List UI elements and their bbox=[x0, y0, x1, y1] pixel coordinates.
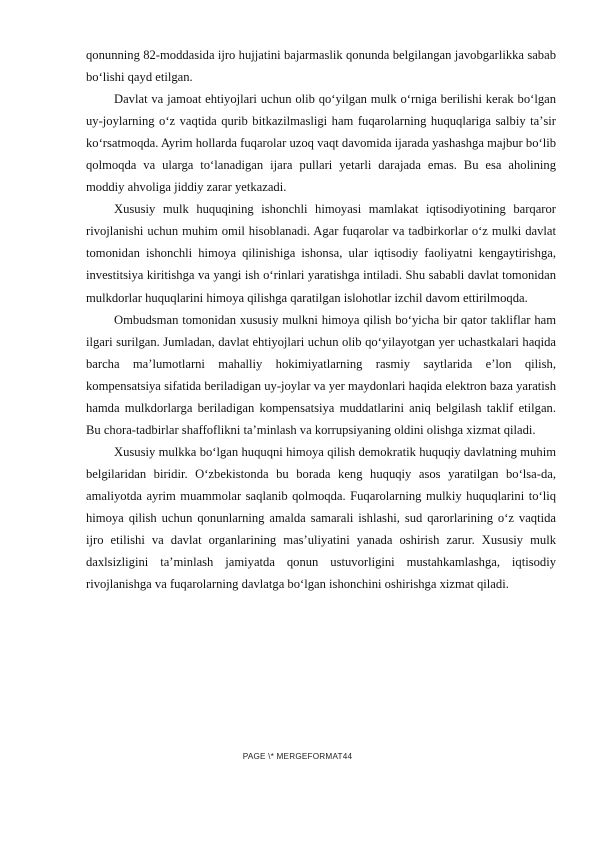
paragraph-2: Davlat va jamoat ehtiyojlari uchun olib qoʻyilgan mulk oʻrniga berilishi kerak boʻlgan uy-joylarning oʻz vaqtida qurib bitkazilmasligi ham fuqarolarning huquqlariga salbiy taʼsir koʻrsatmoqda. Ayrim hollarda fuqarolar uzoq vaqt davomida ijarada yashashga majbur boʻlib qolmoqda va ularga toʻlanadigan ijara pullari yetarli darajada emas. Bu esa aholining moddiy ahvoliga jiddiy zarar yetkazadi. bbox=[86, 92, 556, 195]
paragraph-1: qonunning 82-moddasida ijro hujjatini bajarmaslik qonunda belgilangan javobgarlikka sabab boʻlishi qayd etilgan. bbox=[86, 48, 556, 85]
paragraph-5: Xususiy mulkka boʻlgan huquqni himoya qilish demokratik huquqiy davlatning muhim belgilaridan biridir. Oʻzbekistonda bu borada keng huquqiy asos yaratilgan boʻlsa-da, amaliyotda ayrim muammolar saqlanib qolmoqda. Fuqarolarning mulkiy huquqlarini toʻliq himoya qilish uchun qonunlarning amalda samarali ishlashi, sud qarorlarining oʻz vaqtida ijro etilishi va davlat organlarining masʼuliyatini yanada oshirish zarur. Xususiy mulk daxlsizligini taʼminlash jamiyatda qonun ustuvorligini mustahkamlashga, iqtisodiy rivojlanishga va fuqarolarning davlatga boʻlgan ishonchini oshirishga xizmat qiladi. bbox=[86, 444, 556, 592]
paragraph-3: Xususiy mulk huquqining ishonchli himoyasi mamlakat iqtisodiyotining barqaror rivojlanishi uchun muhim omil hisoblanadi. Agar fuqarolar va tadbirkorlar oʻz mulki davlat tomonidan ishonchli himoya qilinishiga ishonsa, ular iqtisodiy faoliyatni kengaytirishga, investitsiya kiritishga va yangi ish oʻrinlari yaratishga intiladi. Shu sababli davlat tomonidan mulkdorlar huquqlarini himoya qilishga qaratilgan islohotlar izchil davom ettirilmoqda. bbox=[86, 202, 556, 305]
paragraph-4: Ombudsman tomonidan xususiy mulkni himoya qilish bo‘yicha bir qator takliflar ham ilgari surilgan. Jumladan, davlat ehtiyojlari uchun olib qo‘yilayotgan yer uchastkalari haqida barcha maʼlumotlarni mahalliy hokimiyatlarning rasmiy saytlarida eʼlon qilish, kompensatsiya sifatida beriladigan uy-joylar va yer maydonlari haqida elektron baza yaratish hamda mulkdorlarga beriladigan kompensatsiya muddatlarini aniq belgilash taklif etilgan. Bu chora-tadbirlar shaffoflikni taʼminlash va korrupsiyaning oldini olishga xizmat qiladi. bbox=[86, 312, 556, 437]
page-footer-field-code: PAGE \* MERGEFORMAT44 bbox=[242, 752, 353, 761]
document-page bbox=[86, 44, 556, 595]
